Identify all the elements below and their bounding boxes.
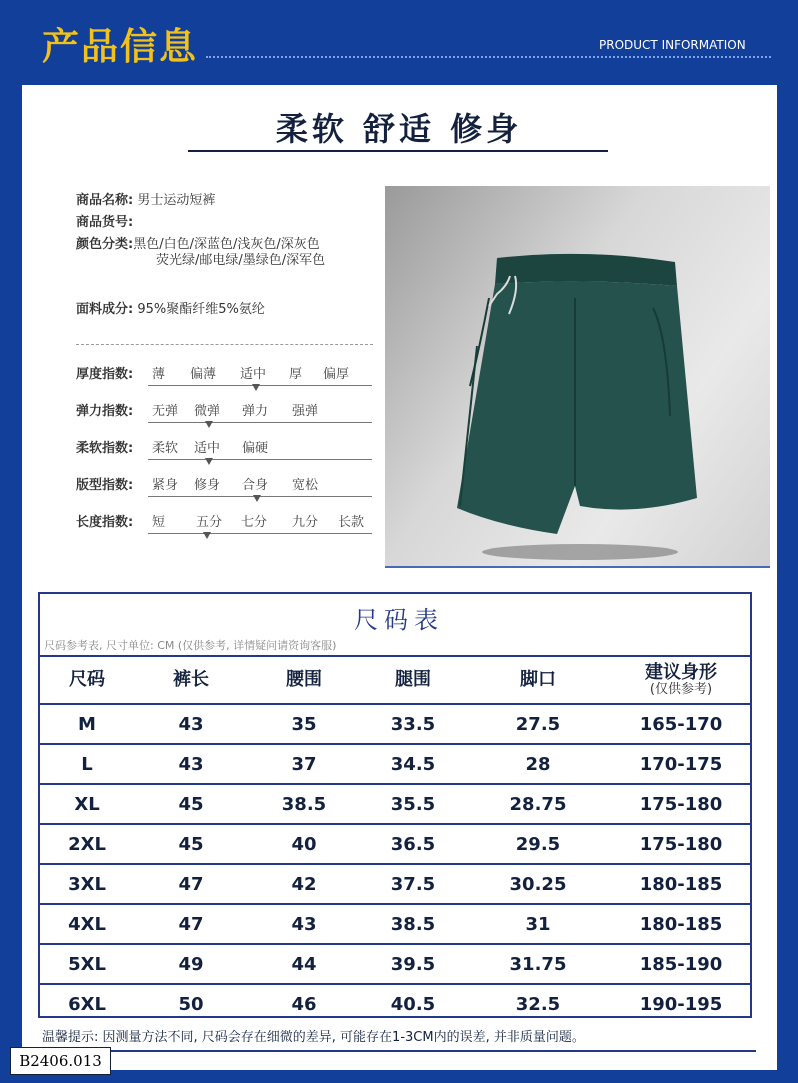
- table-cell: 28: [465, 744, 611, 784]
- table-row: [39, 944, 751, 984]
- size-table-header: [39, 656, 751, 704]
- table-cell: 28.75: [465, 784, 611, 824]
- info-value: 95%聚酯纤维5%氨纶: [137, 302, 265, 317]
- index-label: 柔软指数:: [76, 441, 134, 456]
- table-cell: M: [39, 704, 135, 744]
- table-cell: 42: [247, 864, 361, 904]
- index-option: 长款: [338, 515, 365, 530]
- index-option: 七分: [241, 515, 268, 530]
- table-cell: 29.5: [465, 824, 611, 864]
- footer-rule: [38, 1050, 756, 1052]
- index-option: 弹力: [242, 404, 269, 419]
- table-cell: 35.5: [361, 784, 465, 824]
- tagline-underline: [188, 150, 608, 152]
- index-marker-icon: [203, 532, 211, 539]
- index-option: 九分: [292, 515, 319, 530]
- index-option: 偏硬: [242, 441, 269, 456]
- header-subtitle: PRODUCT INFORMATION: [599, 38, 746, 52]
- index-scale: [148, 459, 372, 460]
- info-label: 颜色分类:: [76, 237, 134, 252]
- index-option: 偏薄: [190, 367, 217, 382]
- shorts-icon: [385, 186, 770, 568]
- table-cell: 49: [135, 944, 247, 984]
- index-option: 适中: [240, 367, 267, 382]
- info-value: 黑色/白色/深蓝色/浅灰色/深灰色: [133, 237, 320, 252]
- index-option: 适中: [194, 441, 221, 456]
- table-cell: 38.5: [247, 784, 361, 824]
- header-title: 产品信息: [42, 25, 198, 68]
- table-cell: 43: [247, 904, 361, 944]
- index-option: 厚: [289, 367, 303, 382]
- info-value: 荧光绿/邮电绿/墨绿色/深军色: [156, 253, 326, 268]
- table-row: [39, 984, 751, 1024]
- table-cell: 180-185: [611, 864, 751, 904]
- info-label: 商品货号:: [76, 215, 134, 230]
- table-row: [39, 824, 751, 864]
- column-header: 裤长: [135, 656, 247, 704]
- index-option: 微弹: [194, 404, 221, 419]
- index-option: 合身: [242, 478, 269, 493]
- index-label: 厚度指数:: [76, 367, 134, 382]
- size-table: [39, 655, 751, 1024]
- info-divider: [76, 344, 373, 345]
- table-row: [39, 704, 751, 744]
- column-header: [611, 656, 751, 704]
- column-header-label: 建议身形: [645, 661, 717, 683]
- info-colors-line2: [156, 249, 325, 268]
- table-cell: 175-180: [611, 784, 751, 824]
- table-row: [39, 744, 751, 784]
- table-cell: 39.5: [361, 944, 465, 984]
- table-cell: 45: [135, 824, 247, 864]
- table-cell: XL: [39, 784, 135, 824]
- index-fit: [76, 474, 376, 500]
- footer-note: 温馨提示: 因测量方法不同, 尺码会存在细微的差异, 可能存在1-3CM内的误差, 并非质量问题。: [42, 1030, 585, 1045]
- index-elasticity: [76, 400, 376, 426]
- table-cell: 4XL: [39, 904, 135, 944]
- table-cell: 27.5: [465, 704, 611, 744]
- index-softness: [76, 437, 376, 463]
- table-cell: 2XL: [39, 824, 135, 864]
- table-row: [39, 784, 751, 824]
- table-cell: 30.25: [465, 864, 611, 904]
- info-label: 商品名称:: [76, 193, 134, 208]
- index-option: 宽松: [292, 478, 319, 493]
- index-option: 偏厚: [323, 367, 350, 382]
- table-cell: 50: [135, 984, 247, 1024]
- column-header: 脚口: [465, 656, 611, 704]
- shorts-photo: [385, 186, 770, 568]
- info-label: 面料成分:: [76, 302, 134, 317]
- index-option: 薄: [152, 367, 166, 382]
- index-option: 修身: [194, 478, 221, 493]
- table-cell: 34.5: [361, 744, 465, 784]
- table-cell: 185-190: [611, 944, 751, 984]
- index-marker-icon: [205, 421, 213, 428]
- index-marker-icon: [252, 384, 260, 391]
- table-cell: 40.5: [361, 984, 465, 1024]
- info-name: [76, 189, 215, 208]
- table-cell: 43: [135, 744, 247, 784]
- table-cell: 37: [247, 744, 361, 784]
- table-cell: 3XL: [39, 864, 135, 904]
- index-label: 弹力指数:: [76, 404, 134, 419]
- table-cell: 190-195: [611, 984, 751, 1024]
- index-label: 长度指数:: [76, 515, 134, 530]
- tagline: 柔软 舒适 修身: [275, 110, 523, 148]
- item-code: B2406.013: [10, 1047, 111, 1075]
- index-marker-icon: [253, 495, 261, 502]
- table-cell: 6XL: [39, 984, 135, 1024]
- index-option: 短: [152, 515, 166, 530]
- index-label: 版型指数:: [76, 478, 134, 493]
- table-cell: 180-185: [611, 904, 751, 944]
- header-divider: [206, 56, 771, 58]
- size-chart-title: 尺码表: [354, 606, 444, 634]
- index-marker-icon: [205, 458, 213, 465]
- column-header: 腿围: [361, 656, 465, 704]
- table-cell: L: [39, 744, 135, 784]
- table-cell: 43: [135, 704, 247, 744]
- table-cell: 38.5: [361, 904, 465, 944]
- index-length: [76, 511, 376, 537]
- table-cell: 47: [135, 904, 247, 944]
- index-scale: [148, 533, 372, 534]
- info-fabric: [76, 298, 265, 317]
- table-cell: 33.5: [361, 704, 465, 744]
- table-row: [39, 864, 751, 904]
- column-header: 腰围: [247, 656, 361, 704]
- table-row: [39, 904, 751, 944]
- info-sku: [76, 211, 133, 230]
- size-table-body: [39, 704, 751, 1024]
- info-value: 男士运动短裤: [137, 193, 216, 208]
- table-cell: 32.5: [465, 984, 611, 1024]
- column-header: 尺码: [39, 656, 135, 704]
- table-cell: 47: [135, 864, 247, 904]
- index-option: 强弹: [292, 404, 319, 419]
- table-cell: 175-180: [611, 824, 751, 864]
- size-chart-note: 尺码参考表, 尺寸单位: CM (仅供参考, 详情疑问请资询客服): [44, 639, 337, 652]
- index-scale: [148, 385, 372, 386]
- table-cell: 35: [247, 704, 361, 744]
- table-cell: 45: [135, 784, 247, 824]
- table-cell: 5XL: [39, 944, 135, 984]
- table-cell: 46: [247, 984, 361, 1024]
- column-header-sub: (仅供参考): [649, 681, 713, 697]
- table-cell: 44: [247, 944, 361, 984]
- table-cell: 170-175: [611, 744, 751, 784]
- table-cell: 31.75: [465, 944, 611, 984]
- photo-divider: [385, 566, 770, 568]
- table-cell: 40: [247, 824, 361, 864]
- table-cell: 36.5: [361, 824, 465, 864]
- table-cell: 31: [465, 904, 611, 944]
- index-option: 五分: [196, 515, 223, 530]
- index-option: 紧身: [152, 478, 179, 493]
- table-cell: 37.5: [361, 864, 465, 904]
- index-option: 柔软: [152, 441, 179, 456]
- index-scale: [148, 422, 372, 423]
- index-thickness: [76, 363, 376, 389]
- table-cell: 165-170: [611, 704, 751, 744]
- index-option: 无弹: [152, 404, 179, 419]
